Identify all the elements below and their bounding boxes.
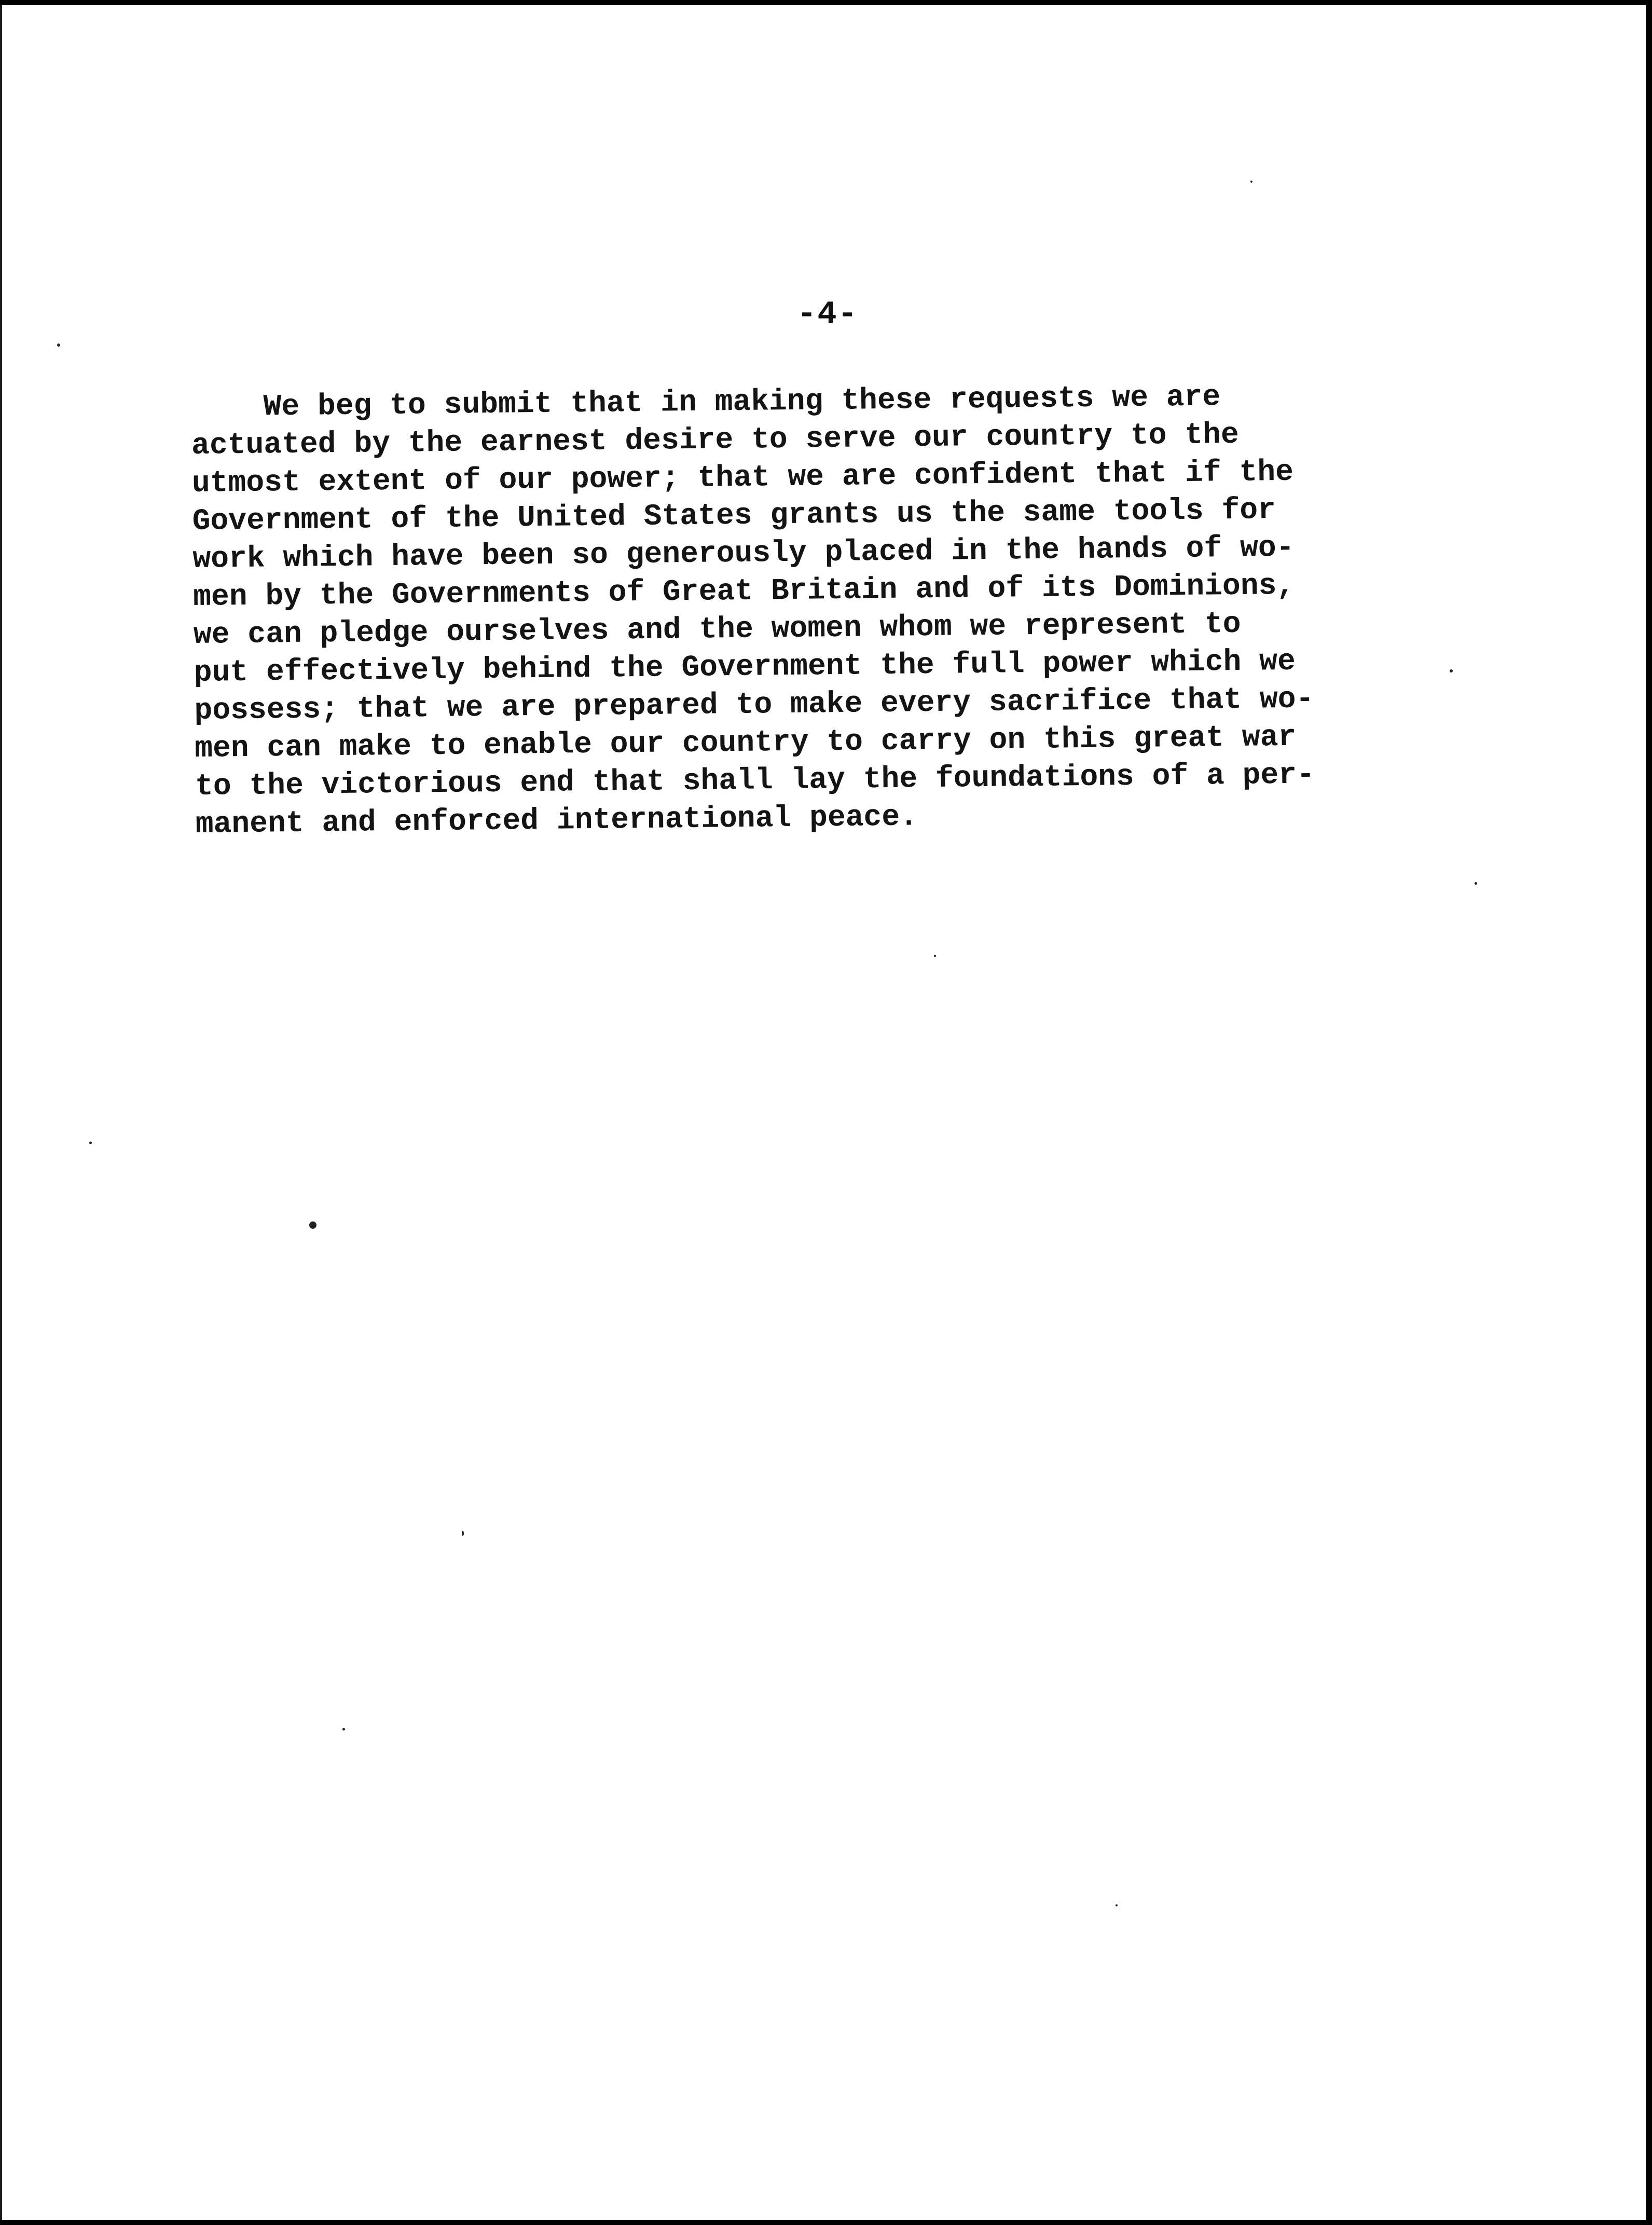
scan-speck bbox=[1475, 882, 1477, 885]
scan-right-edge bbox=[1646, 5, 1652, 2225]
paragraph-line: to the victorious end that shall lay the foundations of a per- bbox=[195, 758, 1315, 804]
paragraph-line: Government of the United States grants us the same tools for bbox=[192, 493, 1276, 539]
scan-speck bbox=[934, 955, 936, 957]
paragraph-line: actuated by the earnest desire to serve our country to the bbox=[191, 418, 1240, 463]
scan-speck bbox=[342, 1728, 345, 1730]
scan-speck bbox=[89, 1142, 92, 1144]
scan-speck bbox=[1250, 181, 1252, 183]
body-paragraph bbox=[191, 376, 1420, 844]
paragraph-line: put effectively behind the Government the full power which we bbox=[194, 644, 1296, 690]
scan-speck bbox=[309, 1221, 316, 1229]
paragraph-line: utmost extent of our power; that we are confident that if the bbox=[191, 455, 1294, 501]
paragraph-line: We beg to submit that in making these requests we are bbox=[191, 380, 1221, 425]
page-number: -4- bbox=[797, 296, 858, 333]
scan-left-edge bbox=[0, 5, 2, 2225]
scan-speck bbox=[1450, 669, 1453, 672]
scan-speck bbox=[57, 344, 60, 347]
scan-speck bbox=[462, 1531, 464, 1536]
paragraph-line: possess; that we are prepared to make every sacrifice that wo- bbox=[194, 682, 1314, 728]
paragraph-line: manent and enforced international peace. bbox=[195, 800, 918, 842]
paragraph-line: we can pledge ourselves and the women whom we represent to bbox=[193, 607, 1241, 652]
paragraph-line: men by the Governments of Great Britain and of its Dominions, bbox=[192, 569, 1295, 614]
paragraph-line: work which have been so generously placed in the hands of wo- bbox=[192, 531, 1295, 576]
paragraph-line: men can make to enable our country to carry on this great war bbox=[194, 720, 1297, 766]
scan-speck bbox=[1116, 1904, 1118, 1906]
